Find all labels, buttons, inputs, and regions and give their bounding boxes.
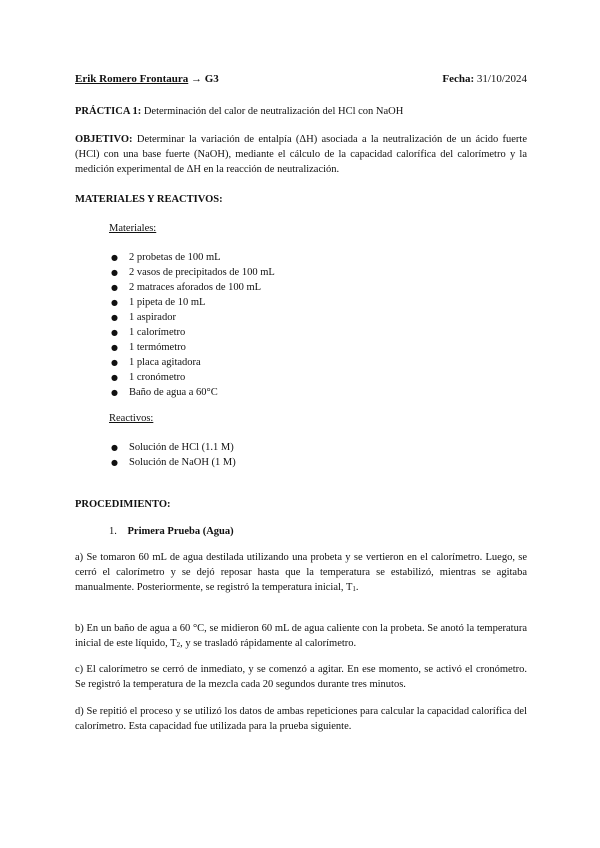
prueba-1-number: 1. [109, 526, 117, 537]
materiales-list-wrap [111, 250, 511, 400]
group-label: → G3 [191, 73, 219, 85]
objetivo-paragraph [75, 132, 527, 177]
materiales-heading: MATERIALES Y REACTIVOS: [75, 194, 223, 205]
list-item: ● 1 termómetro [111, 340, 511, 355]
list-item: ● 2 vasos de precipitados de 100 mL [111, 265, 511, 280]
paragraph-c-text: c) El calorímetro se cerró de inmediato, y se comenzó a agitar. En ese momento, se activó el cronómetro. Se registró la temperatura de la mezcla cada 20 segundos durante tres minutos. [75, 664, 527, 690]
paragraph-a-text: a) Se tomaron 60 mL de agua destilada utilizando una probeta y se vertieron en el calorímetro. Luego, se cerró el calorímetro y se dejó reposar hasta que la temperatura se estabilizó, mientras se agitaba manualmente. Posteriormente, se registró la temperatura inicial, T [75, 552, 527, 593]
date-value: 31/10/2024 [476, 73, 527, 85]
list-item: ● 1 pipeta de 10 mL [111, 295, 511, 310]
paragraph-d-text: d) Se repitió el proceso y se utilizó los datos de ambas repeticiones para calcular la capacidad calorífica del calorímetro. Esta capacidad fue utilizada para la prueba siguiente. [75, 706, 527, 732]
materiales-title: Materiales: [109, 223, 157, 234]
paragraph-b-end: , y se trasladó rápidamente al calorímetro. [180, 638, 357, 649]
paragraph-a [75, 550, 527, 597]
reactivos-list-wrap [111, 440, 511, 470]
reactivos-subtitle [109, 411, 509, 426]
objetivo-label: OBJETIVO: [75, 134, 133, 145]
paragraph-a-subscript: 1 [352, 585, 356, 593]
paragraph-a-end: . [355, 582, 359, 593]
prueba-1-title: Primera Prueba (Agua) [127, 526, 234, 537]
author-name: Erik Romero Frontaura [75, 73, 189, 85]
procedimiento-heading: PROCEDIMIENTO: [75, 499, 171, 510]
list-item: ● Baño de agua a 60°C [111, 385, 511, 400]
list-item: ● Solución de HCl (1.1 M) [111, 440, 511, 455]
materiales-subtitle [109, 221, 509, 236]
practica-text: Determinación del calor de neutralización del HCl con NaOH [143, 106, 404, 117]
materiales-list [111, 250, 511, 400]
list-item: ● 2 probetas de 100 mL [111, 250, 511, 265]
reactivos-list [111, 440, 511, 470]
list-item: ● 2 matraces aforados de 100 mL [111, 280, 511, 295]
date-line [442, 72, 527, 86]
list-item: ● Solución de NaOH (1 M) [111, 455, 511, 470]
paragraph-d [75, 704, 527, 734]
list-item: ● 1 placa agitadora [111, 355, 511, 370]
list-item: ● 1 cronómetro [111, 370, 511, 385]
date-label: Fecha: [442, 73, 475, 85]
practica-title [75, 104, 527, 119]
reactivos-title: Reactivos: [109, 413, 154, 424]
list-item: ● 1 aspirador [111, 310, 511, 325]
objetivo-text: Determinar la variación de entalpía (ΔH) asociada a la neutralización de un ácido fuerte (HCl) con una base fuerte (NaOH), mediante el cálculo de la capacidad calorífica del calorímetro y la medición experimental de ΔH en la reacción de neutralización. [75, 134, 528, 175]
paragraph-b-text: b) En un baño de agua a 60 °C, se midieron 60 mL de agua caliente con la probeta. Se anotó la temperatura inicial de este líquido, T [75, 623, 527, 649]
practica-label: PRÁCTICA 1: [75, 106, 142, 117]
paragraph-c [75, 662, 527, 692]
paragraph-b-subscript: 2 [176, 641, 181, 649]
author-line [75, 72, 219, 86]
paragraph-b [75, 621, 527, 653]
list-item: ● 1 calorímetro [111, 325, 511, 340]
prueba-1-heading [109, 524, 509, 539]
